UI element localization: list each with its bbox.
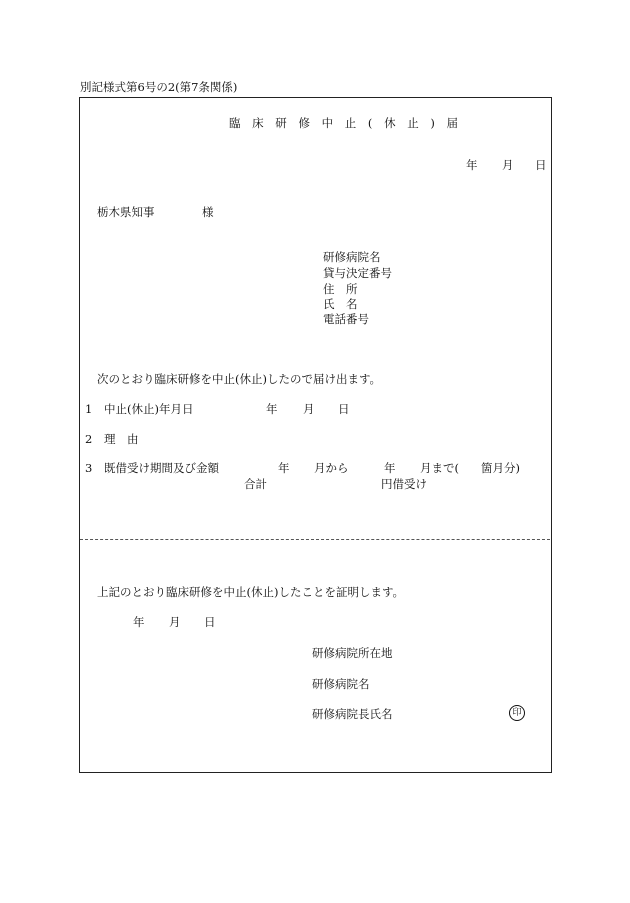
applicant-loan-number: 貸与決定番号 [323, 266, 392, 280]
certification-text: 上記のとおり臨床研修を中止(休止)したことを証明します。 [97, 585, 405, 599]
certification-date-month: 月 [169, 615, 181, 629]
item3-label: 既借受け期間及び金額 [104, 461, 219, 475]
form-frame [79, 97, 552, 773]
addressee-honorific: 様 [202, 205, 214, 219]
item3-number: 3 [85, 461, 93, 475]
header-date-day: 日 [535, 158, 547, 172]
addressee-name: 栃木県知事 [97, 205, 155, 219]
applicant-address: 住 所 [323, 282, 358, 296]
item3-months-count: 箇月分) [481, 461, 520, 475]
hospital-name-label: 研修病院名 [312, 677, 370, 691]
certification-date-day: 日 [204, 615, 216, 629]
item3-to-year: 年 [384, 461, 396, 475]
hospital-address-label: 研修病院所在地 [312, 646, 393, 660]
applicant-hospital-name: 研修病院名 [323, 250, 381, 264]
applicant-phone: 電話番号 [323, 312, 369, 326]
form-label: 別記様式第6号の2(第7条関係) [80, 80, 238, 94]
header-date-month: 月 [502, 158, 514, 172]
director-name-label: 研修病院長氏名 [312, 707, 393, 721]
item3-yen-borrowed: 円借受け [381, 477, 427, 491]
item1-number: 1 [85, 402, 93, 416]
cut-line-divider [80, 539, 550, 540]
form-title: 臨 床 研 修 中 止 ( 休 止 ) 届 [229, 116, 463, 130]
item2-label: 理 由 [104, 432, 139, 446]
item3-total: 合計 [244, 477, 267, 491]
item3-to-month: 月まで( [420, 461, 459, 475]
item1-label: 中止(休止)年月日 [104, 402, 194, 416]
item1-year: 年 [266, 402, 278, 416]
header-date-year: 年 [466, 158, 478, 172]
item1-month: 月 [303, 402, 315, 416]
notice-text: 次のとおり臨床研修を中止(休止)したので届け出ます。 [97, 372, 382, 386]
item3-from-year: 年 [278, 461, 290, 475]
item2-number: 2 [85, 432, 93, 446]
seal-mark: 印 [509, 705, 525, 721]
certification-date-year: 年 [133, 615, 145, 629]
applicant-name: 氏 名 [323, 297, 358, 311]
item3-from-month: 月から [314, 461, 349, 475]
item1-day: 日 [338, 402, 350, 416]
